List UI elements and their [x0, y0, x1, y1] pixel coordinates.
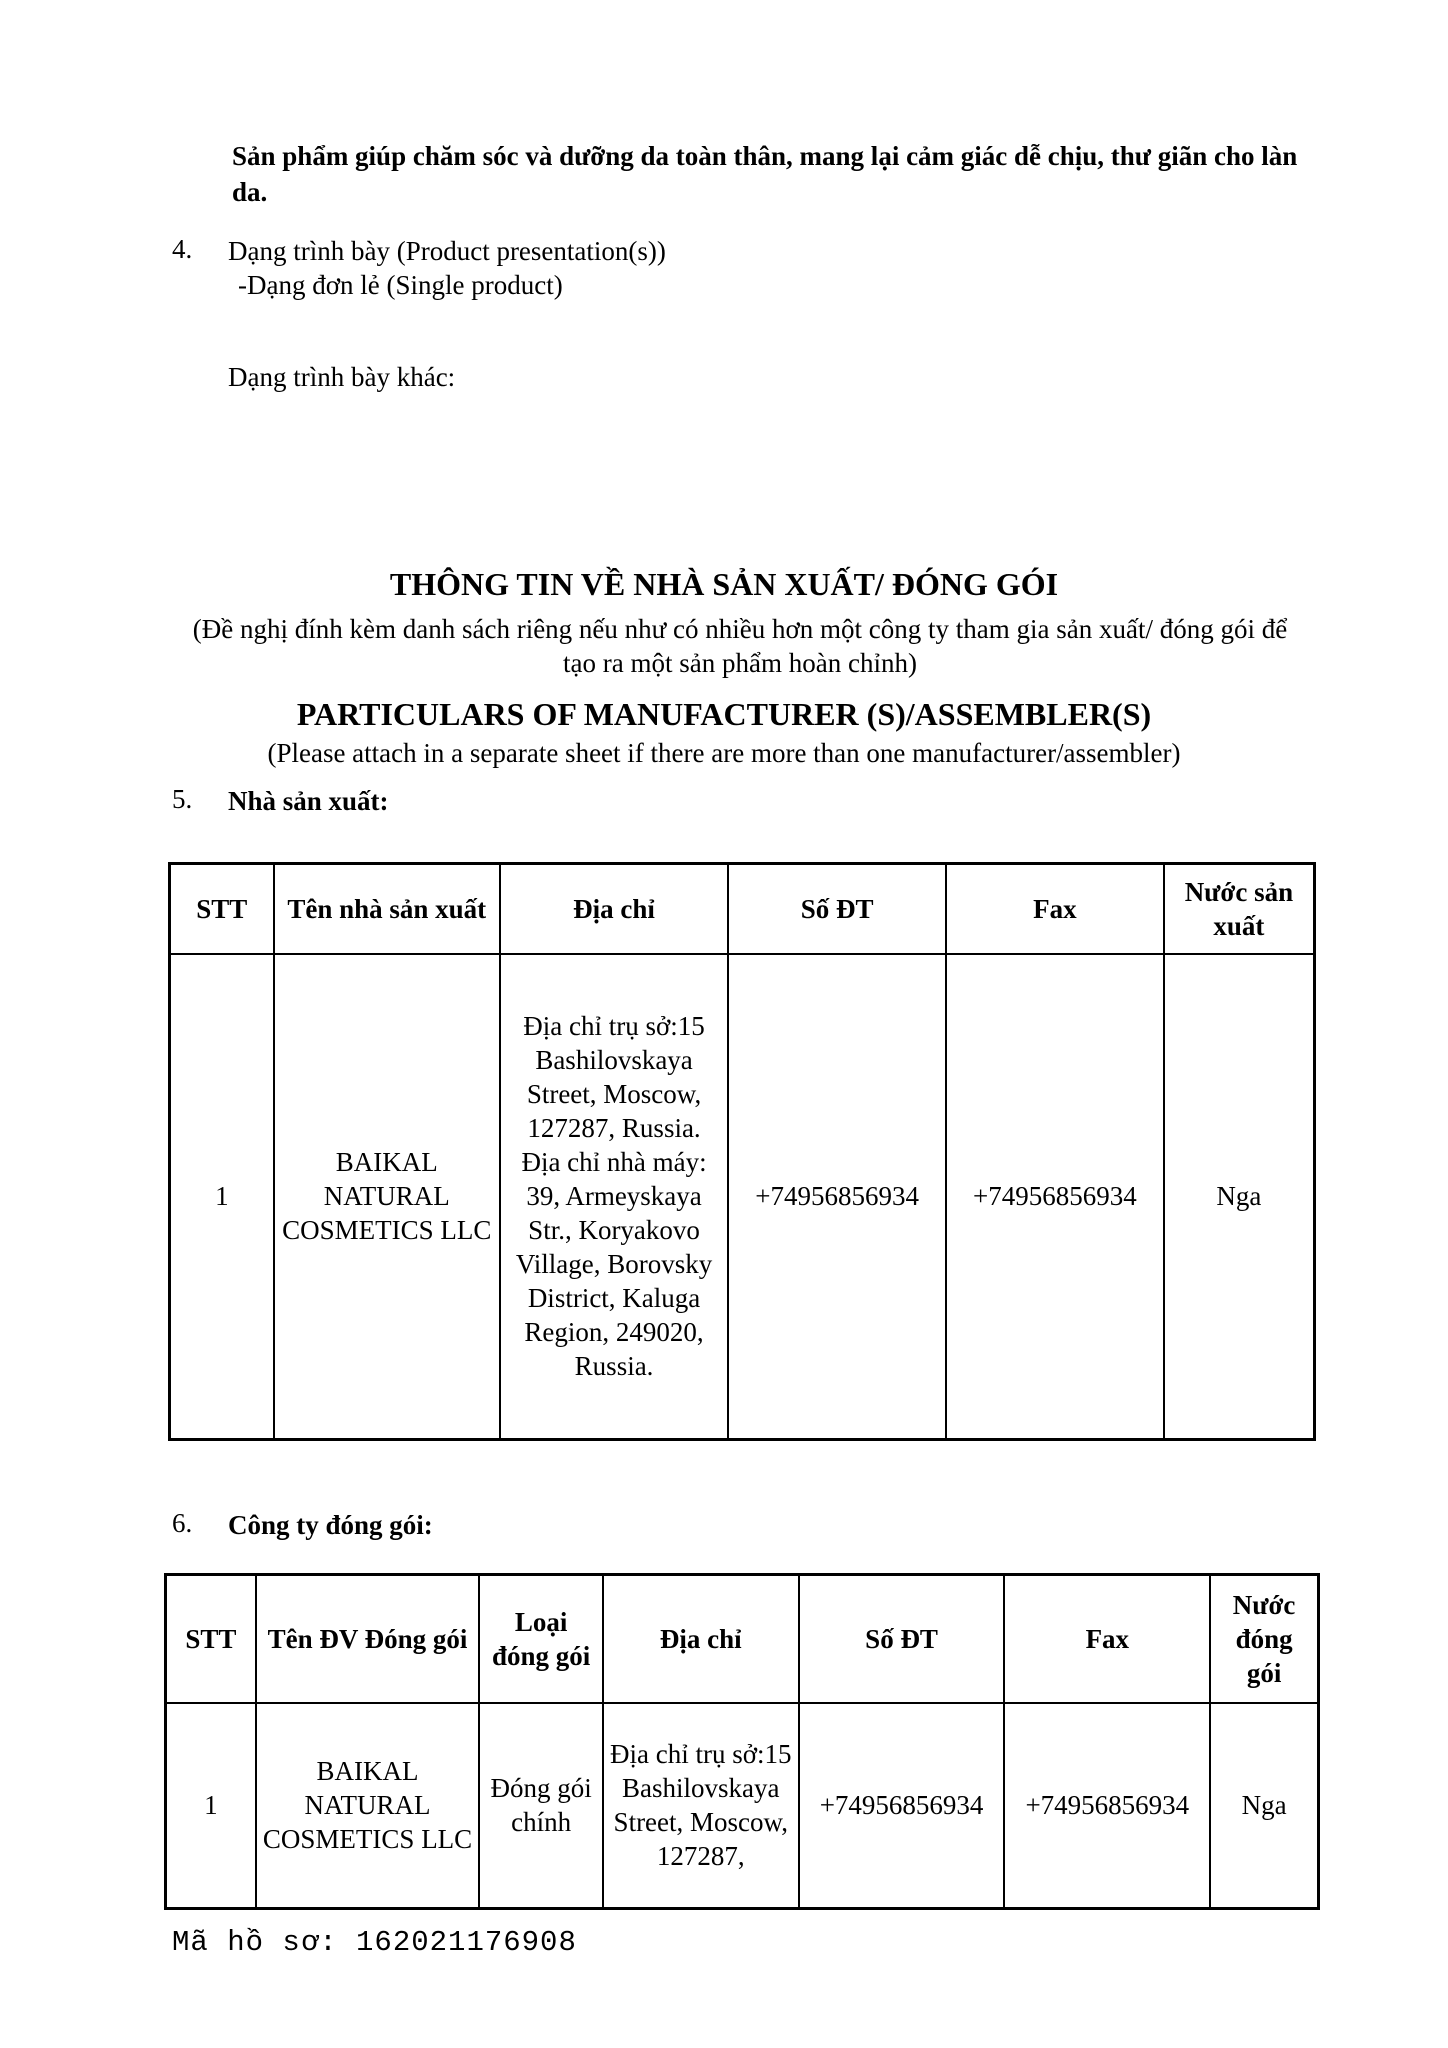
section5-number: 5. [172, 784, 193, 814]
cell-country: Nga [1164, 954, 1315, 1440]
header-country: Nước đóng gói [1210, 1575, 1318, 1703]
header-name: Tên ĐV Đóng gói [256, 1575, 480, 1703]
file-code: Mã hồ sơ: 162021176908 [172, 1926, 577, 1959]
section6-title: Công ty đóng gói: [228, 1510, 433, 1540]
section4-title: Dạng trình bày (Product presentation(s)) [228, 236, 666, 266]
heading-vn: THÔNG TIN VỀ NHÀ SẢN XUẤT/ ĐÓNG GÓI [389, 566, 1059, 602]
header-address: Địa chỉ [603, 1575, 799, 1703]
cell-address: Địa chỉ trụ sở:15 Bashilovskaya Street, Moscow, 127287, [603, 1703, 799, 1909]
cell-stt: 1 [170, 954, 274, 1440]
table-header-row [166, 1575, 1319, 1703]
section4-single: -Dạng đơn lẻ (Single product) [238, 270, 563, 300]
header-fax: Fax [946, 864, 1164, 954]
section4-number: 4. [172, 234, 193, 264]
header-address: Địa chỉ [500, 864, 728, 954]
header-stt: STT [170, 864, 274, 954]
cell-address: Địa chỉ trụ sở:15 Bashilovskaya Street, Moscow, 127287, Russia. Địa chỉ nhà máy: 39, Armeyskaya Str., Koryakovo Village, Borovsky District, Kaluga Region, 249020, Russia. [500, 954, 728, 1440]
header-name: Tên nhà sản xuất [274, 864, 500, 954]
cell-fax: +74956856934 [1004, 1703, 1210, 1909]
header-phone: Số ĐT [799, 1575, 1005, 1703]
intro-paragraph: Sản phẩm giúp chăm sóc và dưỡng da toàn thân, mang lại cảm giác dễ chịu, thư giãn cho làn da. [232, 141, 1298, 207]
cell-fax: +74956856934 [946, 954, 1164, 1440]
cell-phone: +74956856934 [799, 1703, 1005, 1909]
cell-name: BAIKAL NATURAL COSMETICS LLC [256, 1703, 480, 1909]
section6-number: 6. [172, 1508, 193, 1538]
manufacturer-table [168, 862, 1316, 1441]
note-en: (Please attach in a separate sheet if there are more than one manufacturer/assembler) [267, 738, 1181, 768]
header-phone: Số ĐT [728, 864, 946, 954]
cell-phone: +74956856934 [728, 954, 946, 1440]
header-fax: Fax [1004, 1575, 1210, 1703]
header-country: Nước sản xuất [1164, 864, 1315, 954]
section5-title: Nhà sản xuất: [228, 786, 389, 816]
cell-country: Nga [1210, 1703, 1318, 1909]
heading-en: PARTICULARS OF MANUFACTURER (S)/ASSEMBLER(S) [296, 696, 1152, 732]
cell-stt: 1 [166, 1703, 256, 1909]
cell-type: Đóng gói chính [479, 1703, 603, 1909]
section4-other: Dạng trình bày khác: [228, 362, 456, 392]
packer-table [164, 1573, 1320, 1910]
table-row [170, 954, 1315, 1440]
note-vn: (Đề nghị đính kèm danh sách riêng nếu như có nhiều hơn một công ty tham gia sản xuất/ đóng gói để tạo ra một sản phẩm hoàn chỉnh) [192, 614, 1288, 678]
table-row [166, 1703, 1319, 1909]
header-stt: STT [166, 1575, 256, 1703]
table-header-row [170, 864, 1315, 954]
header-type: Loại đóng gói [479, 1575, 603, 1703]
cell-name: BAIKAL NATURAL COSMETICS LLC [274, 954, 500, 1440]
